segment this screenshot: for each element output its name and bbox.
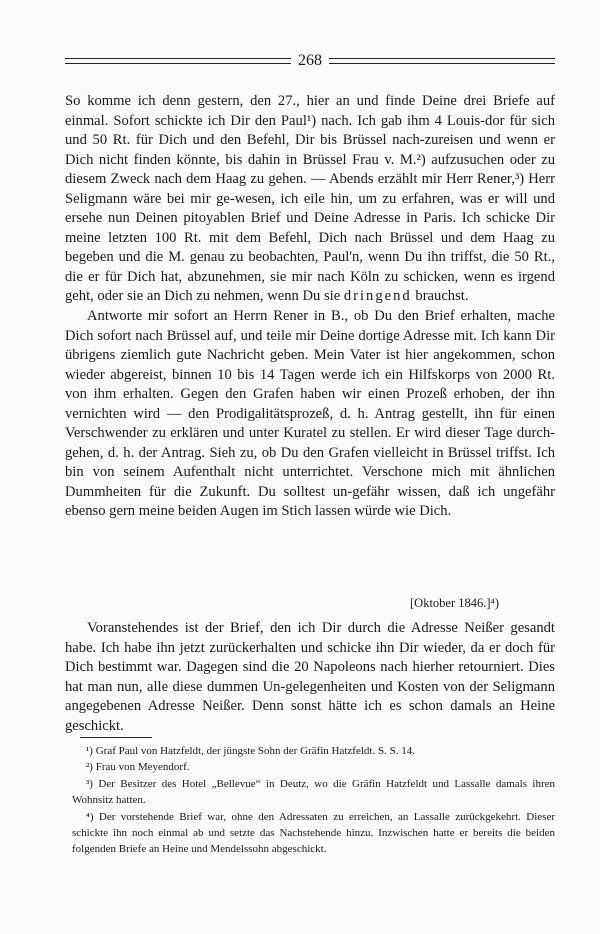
header-rule-right xyxy=(329,58,555,64)
footnotes xyxy=(72,743,555,858)
postscript-letter xyxy=(65,619,555,736)
header-rule-left xyxy=(65,58,291,64)
page-number: 268 xyxy=(298,52,322,69)
page-header xyxy=(65,51,555,71)
footnote-3: ³) Der Besitzer des Hotel „Bellevue“ in Deutz, wo die Gräfin Hatzfeldt und Lassalle damals ihren Wohnsitz hatten. xyxy=(72,777,555,807)
letter-body xyxy=(65,92,555,522)
spaced-emphasis: dringend xyxy=(343,288,412,305)
footnote-1: ¹) Graf Paul von Hatzfeldt, der jüngste Sohn der Gräfin Hatzfeldt. S. S. 14. xyxy=(86,745,415,757)
paragraph-3: Voranstehendes ist der Brief, den ich Dir durch die Adresse Neißer gesandt habe. Ich habe ihn jetzt zurückerhalten und schicke ihn Dir wieder, da er doch für Dich bestimmt war. Dagegen sind die 20 Napoleons nach hierher retourniert. Dies hat man nun, alle diese dummen Un-gelegenheiten und Kosten von der Seligmann angegebenen Adresse Neißer. Denn sonst hätte ich es schon damals an Heine geschickt. xyxy=(65,620,555,734)
footnote-2: ²) Frau von Meyendorf. xyxy=(86,761,190,774)
paragraph-2: Antworte mir sofort an Herrn Rener in B., ob Du den Brief erhalten, mache Dich sofort nach Brüssel auf, und teile mir Deine dortige Adresse mit. Ich kann Dir übrigens ziemlich gute Nachricht geben. Mein Vater ist hier angekommen, schon wieder abgereist, binnen 10 bis 14 Tagen werde ich ein Hilfskorps von 2000 Rt. von ihm erhalten. Gegen den Grafen haben wir einen Prozeß erhoben, der ihn vernichten wird — den Prodigalitätsprozeß, d. h. Antrag gestellt, ihn für einen Verschwender zu erklären und unter Kuratel zu stellen. Er wird dieser Tage durch-gehen, d. h. der Antrag. Sieh zu, ob Du den Grafen vielleicht in Brüssel triffst. Ich bin von seinem Aufenthalt nicht unterrichtet. Verschone mich mit ähnlichen Dummheiten für die Zukunft. Du solltest un-gefähr wissen, daß ich ungefähr ebenso gern meine beiden Augen im Stich lassen würde wie Dich. xyxy=(65,308,555,520)
paragraph-1 xyxy=(65,92,555,307)
footnote-4: ⁴) Der vorstehende Brief war, ohne den Adressaten zu erreichen, an Lassalle zurückgekehrt. Dieser schickte ihn noch einmal ab und setzte das Nachstehende hinzu. Inzwischen hatte er bereits die beiden folgenden Briefe an Heine und Mendelssohn abgeschickt. xyxy=(72,810,555,856)
paragraph-1-end: brauchst. xyxy=(415,288,469,305)
footnote-rule xyxy=(80,737,152,738)
dateline: [Oktober 1846.]⁴) xyxy=(410,596,500,610)
paragraph-1-text: So komme ich denn gestern, den 27., hier an und finde Deine drei Briefe auf einmal. Sofort schickte ich Dir den Paul¹) nach. Ich gab ihm 4 Louis-dor für sich und 50 Rt. für Dich und den Befehl, Dir bis Brüssel nach-zureisen und wenn er Dich nicht finden könnte, bis dahin in Brüssel Frau v. M.²) aufzusuchen oder zu diesem Zweck nach dem Haag zu gehen. — Abends erzählt mir Herr Rener,³) Herr Seligmann wäre bei mir ge-wesen, ich eile hin, um zu erfahren, was er will und ersehe nun Deinen pitoyablen Brief und Deine Adresse in Paris. Ich schicke Dir meine letzten 100 Rt. mit dem Befehl, Dich nach Brüssel und dem Haag zu begeben und die M. genau zu beobachten, Paul'n, wenn Du ihn triffst, die 50 Rt., die er für Dich hat, abzunehmen, sie mir nach Köln zu schicken, wenn es irgend geht, oder sie an Dich zu nehmen, wenn Du sie xyxy=(65,93,555,305)
